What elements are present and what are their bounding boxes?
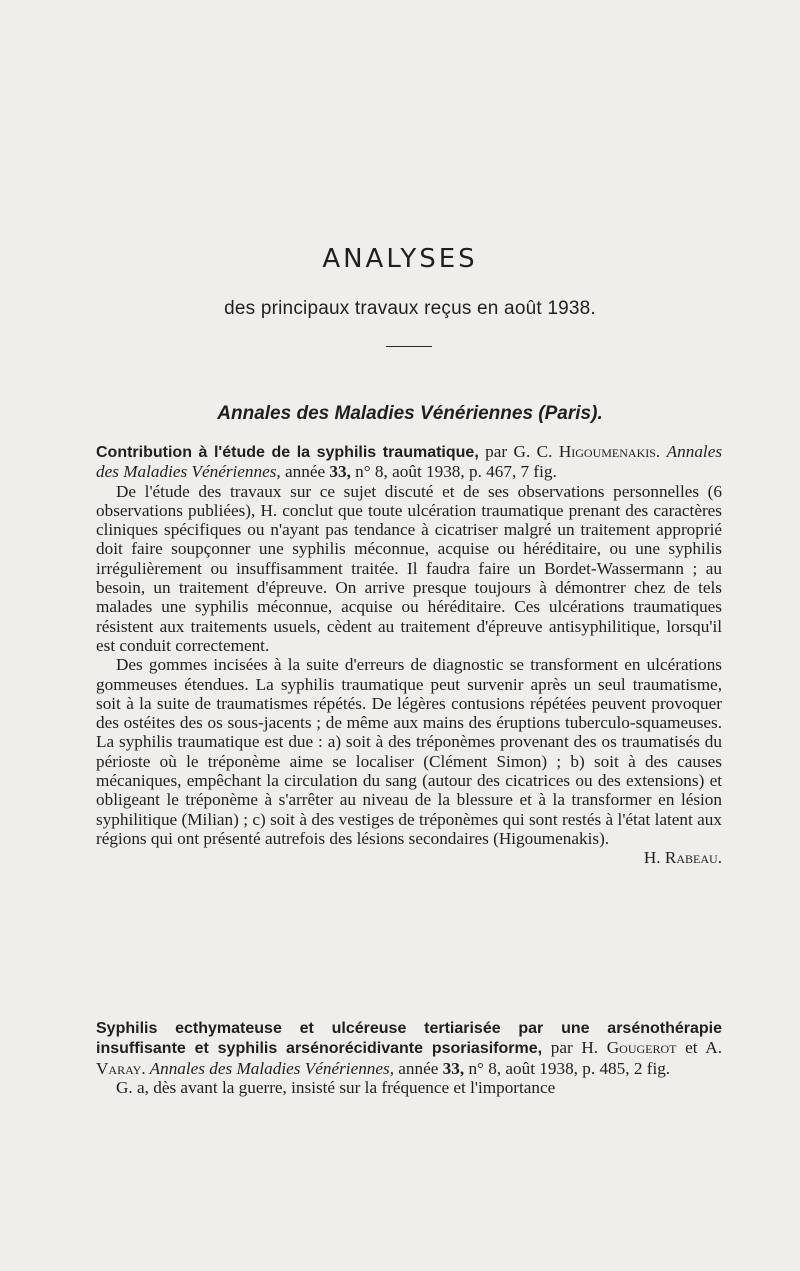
page-title: ANALYSES [322,244,478,274]
title-rule [386,346,432,347]
article-1-by: par G. C. [478,442,559,461]
article-1-journal: Annales des Maladies Vénériennes, [96,442,723,482]
article-1 [96,442,722,868]
article-2-ref-b: n° 8, août 1938, p. 485, 2 fig. [464,1058,671,1078]
article-2-citation [96,1018,722,1078]
article-2-paragraph-1: G. a, dès avant la guerre, insisté sur la fréquence et l'importance [116,1077,556,1097]
article-1-ref-a: année [280,462,330,482]
article-2-author-1: Gougerot [606,1038,677,1058]
article-1-citation [96,442,722,482]
article-2-by: par H. [542,1038,607,1058]
article-1-signature: H. Rabeau. [643,848,722,868]
article-2-ref-a: année [394,1058,443,1078]
article-2-volume: 33, [442,1058,465,1078]
article-1-author: Higoumenakis. [558,442,661,461]
article-2-author-2: Varay. [96,1058,146,1078]
article-2-journal: Annales des Maladies Vénériennes, [145,1058,394,1078]
section-journal-heading: Annales des Maladies Vénériennes (Paris). [217,403,603,424]
article-1-volume: 33, [329,462,351,482]
article-1-ref-b: n° 8, août 1938, p. 467, 7 fig. [350,462,557,482]
page-subtitle: des principaux travaux reçus en août 1938. [224,298,596,319]
article-1-title: Contribution à l'étude de la syphilis traumatique, [96,444,479,461]
article-2-title: Syphilis ecthymateuse et ulcéreuse tertiarisée par une arsénothérapie insuffisante et syphilis arsénorécidivante psoriasiforme, [96,1020,722,1058]
article-1-signature-row [96,848,722,867]
article-1-paragraph-2: Des gommes incisées à la suite d'erreurs de diagnostic se transforment en ulcérations gommeuses étendues. La syphilis traumatique peut survenir après un seul traumatisme, soit à la suite de traumatismes répétés. De légères contusions répétées peuvent provoquer des ostéites des os sous-jacents ; de même aux mains des éruptions tuberculo-squameuses. La syphilis traumatique est due : a) soit à des tréponèmes provenant des os traumatisés du périoste où le tréponème aime se localiser (Clément Simon) ; b) soit à des causes mécaniques, empêchant la circulation du sang (autour des cicatrices ou des extensions) et obligeant le tréponème à s'arrêter au niveau de la blessure et à la transformer en lésion syphilitique (Milian) ; c) soit à des vestiges de tréponèmes qui sont restés à l'état latent aux régions qui ont présenté autrefois des lésions secondaires (Higoumenakis). [96,655,722,848]
article-2-and: et A. [676,1038,723,1058]
article-1-paragraph-1: De l'étude des travaux sur ce sujet discuté et de ses observations personnelles (6 observations publiées), H. conclut que toute ulcération traumatique prenant des caractères cliniques spécifiques ou n'ayant pas tendance à cicatriser malgré un traitement approprié doit faire soupçonner une syphilis méconnue, acquise ou héréditaire, ou une syphilis irrégulièrement ou insuffisamment traitée. Il faudra faire un Bordet-Wassermann ; au besoin, un traitement d'épreuve. On arrive presque toujours à démontrer chez de tels malades une syphilis méconnue, acquise ou héréditaire. Ces ulcérations traumatiques résistent aux traitements usuels, cèdent au traitement d'épreuve antisyphilitique, lorsqu'il est conduit correctement. [96,481,722,655]
article-2 [96,1018,722,1097]
